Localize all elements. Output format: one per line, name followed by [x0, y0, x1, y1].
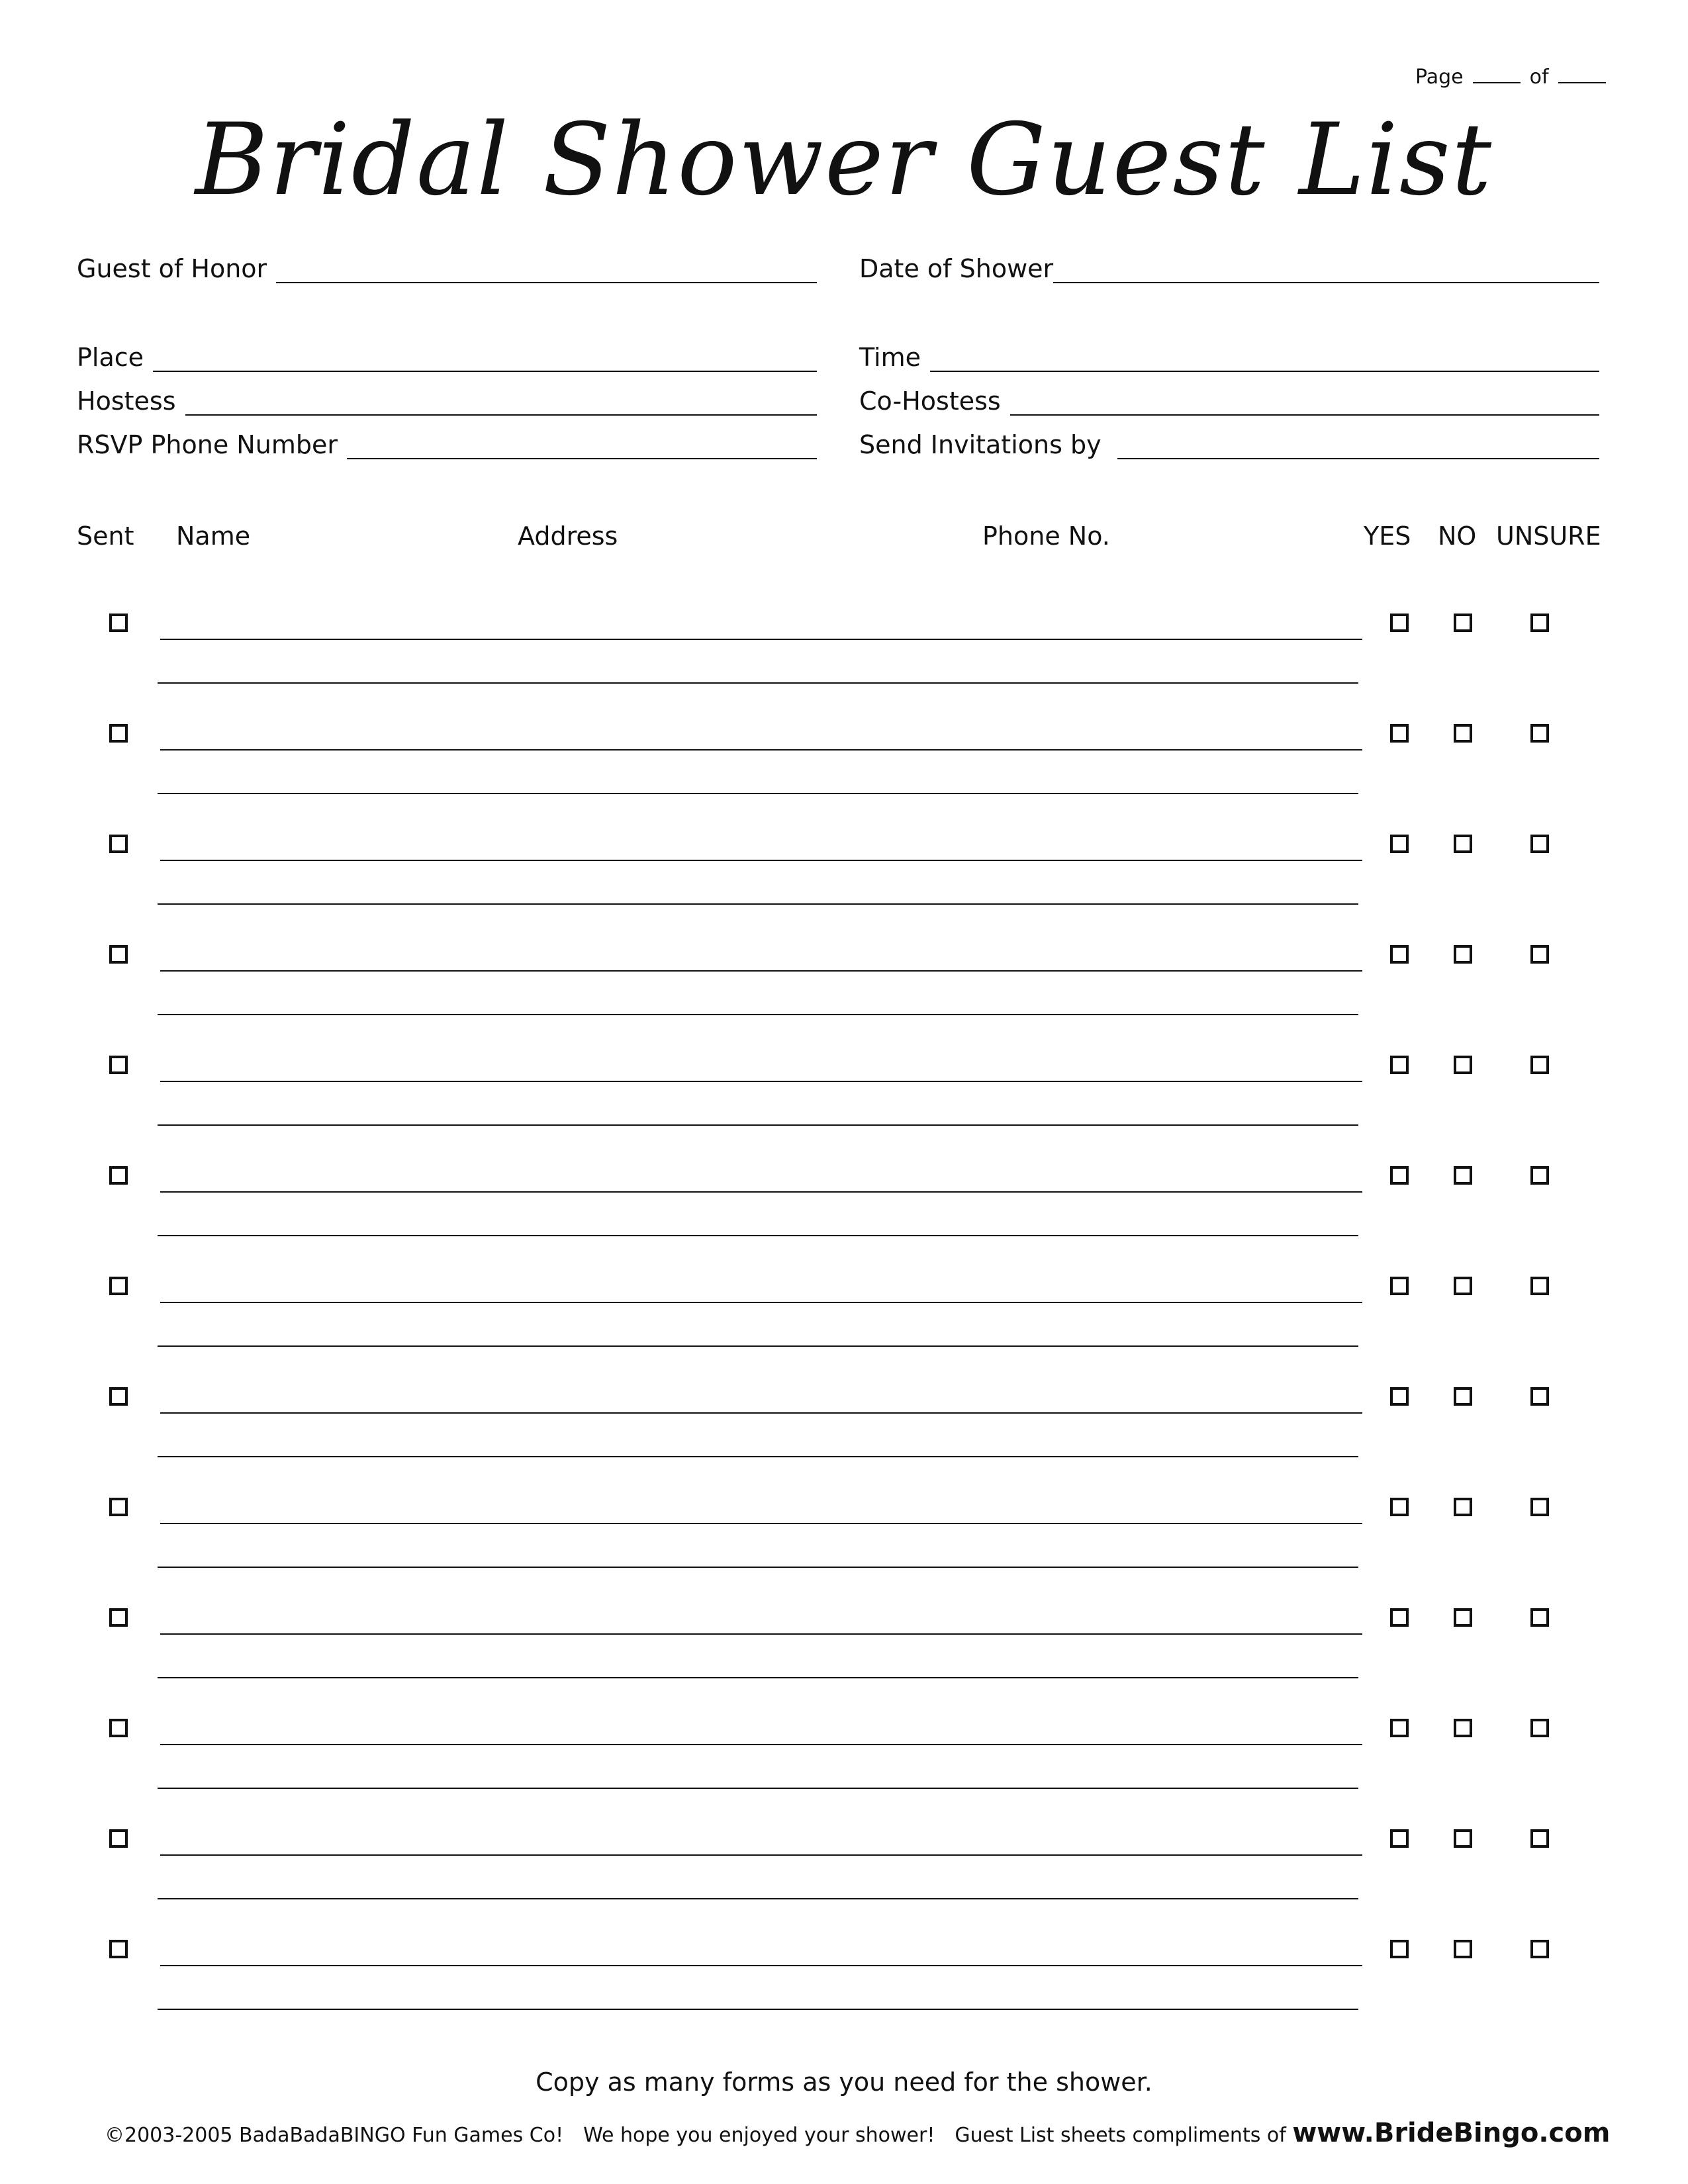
sent-checkbox[interactable] [109, 1166, 128, 1185]
sent-checkbox[interactable] [109, 945, 128, 964]
name-address-phone-line[interactable] [160, 1081, 1362, 1082]
unsure-checkbox[interactable] [1530, 724, 1549, 743]
yes-checkbox[interactable] [1390, 1829, 1409, 1848]
sent-checkbox[interactable] [109, 1277, 128, 1295]
column-address: Address [518, 522, 618, 551]
no-checkbox[interactable] [1454, 945, 1472, 964]
no-checkbox[interactable] [1454, 1056, 1472, 1074]
co-hostess-field[interactable] [859, 387, 1599, 416]
footer-compliments: Guest List sheets compliments of [955, 2124, 1286, 2147]
yes-checkbox[interactable] [1390, 835, 1409, 853]
sent-checkbox[interactable] [109, 1829, 128, 1848]
no-checkbox[interactable] [1454, 1277, 1472, 1295]
rsvp-phone-label: RSVP Phone Number [77, 430, 338, 459]
unsure-checkbox[interactable] [1530, 835, 1549, 853]
date-of-shower-label: Date of Shower [859, 254, 1054, 283]
footer-message: We hope you enjoyed your shower! [583, 2124, 935, 2147]
no-checkbox[interactable] [1454, 1166, 1472, 1185]
yes-checkbox[interactable] [1390, 1719, 1409, 1737]
unsure-checkbox[interactable] [1530, 1056, 1549, 1074]
unsure-checkbox[interactable] [1530, 1166, 1549, 1185]
no-checkbox[interactable] [1454, 1608, 1472, 1627]
co-hostess-line[interactable] [1010, 394, 1599, 416]
column-yes: YES [1364, 522, 1411, 551]
no-checkbox[interactable] [1454, 835, 1472, 853]
send-invitations-field[interactable] [859, 430, 1599, 459]
sent-checkbox[interactable] [109, 1387, 128, 1406]
yes-checkbox[interactable] [1390, 1056, 1409, 1074]
time-line[interactable] [930, 351, 1599, 372]
unsure-checkbox[interactable] [1530, 1940, 1549, 1958]
hostess-line[interactable] [185, 394, 818, 416]
rsvp-phone-line[interactable] [347, 438, 817, 459]
footer-copyright: ©2003-2005 BadaBadaBINGO Fun Games Co! [105, 2124, 564, 2147]
name-address-phone-line[interactable] [160, 970, 1362, 972]
second-line[interactable] [158, 903, 1358, 905]
name-address-phone-line[interactable] [160, 1744, 1362, 1745]
second-line[interactable] [158, 682, 1358, 684]
name-address-phone-line[interactable] [160, 1854, 1362, 1856]
second-line[interactable] [158, 2009, 1358, 2010]
second-line[interactable] [158, 1788, 1358, 1789]
unsure-checkbox[interactable] [1530, 945, 1549, 964]
page-label: Page [1415, 66, 1464, 89]
footer-website[interactable]: www.BrideBingo.com [1292, 2118, 1611, 2148]
yes-checkbox[interactable] [1390, 724, 1409, 743]
name-address-phone-line[interactable] [160, 1965, 1362, 1966]
send-invitations-label: Send Invitations by [859, 430, 1102, 459]
no-checkbox[interactable] [1454, 1387, 1472, 1406]
page-total-blank[interactable] [1558, 65, 1606, 83]
no-checkbox[interactable] [1454, 724, 1472, 743]
unsure-checkbox[interactable] [1530, 1387, 1549, 1406]
guest-of-honor-label: Guest of Honor [77, 254, 267, 283]
yes-checkbox[interactable] [1390, 1940, 1409, 1958]
yes-checkbox[interactable] [1390, 1387, 1409, 1406]
second-line[interactable] [158, 1014, 1358, 1015]
column-unsure: UNSURE [1496, 522, 1601, 551]
date-of-shower-line[interactable] [1053, 262, 1599, 283]
unsure-checkbox[interactable] [1530, 1277, 1549, 1295]
yes-checkbox[interactable] [1390, 1277, 1409, 1295]
name-address-phone-line[interactable] [160, 749, 1362, 751]
second-line[interactable] [158, 793, 1358, 794]
send-invitations-line[interactable] [1117, 438, 1599, 459]
page-number-blank[interactable] [1473, 65, 1521, 83]
guest-of-honor-line[interactable] [276, 262, 817, 283]
no-checkbox[interactable] [1454, 614, 1472, 632]
name-address-phone-line[interactable] [160, 1191, 1362, 1193]
name-address-phone-line[interactable] [160, 639, 1362, 640]
time-field[interactable] [859, 343, 1599, 372]
place-line[interactable] [153, 351, 817, 372]
sent-checkbox[interactable] [109, 1940, 128, 1958]
hostess-field[interactable] [77, 387, 817, 416]
sent-checkbox[interactable] [109, 1719, 128, 1737]
no-checkbox[interactable] [1454, 1940, 1472, 1958]
time-label: Time [859, 343, 921, 372]
of-label: of [1529, 66, 1549, 89]
guest-of-honor-field[interactable] [77, 254, 817, 283]
no-checkbox[interactable] [1454, 1829, 1472, 1848]
co-hostess-label: Co-Hostess [859, 387, 1001, 416]
yes-checkbox[interactable] [1390, 945, 1409, 964]
column-sent: Sent [77, 522, 134, 551]
unsure-checkbox[interactable] [1530, 1719, 1549, 1737]
sent-checkbox[interactable] [109, 1608, 128, 1627]
sent-checkbox[interactable] [109, 724, 128, 743]
name-address-phone-line[interactable] [160, 1302, 1362, 1303]
page-title: Bridal Shower Guest List [195, 103, 1493, 218]
sent-checkbox[interactable] [109, 1056, 128, 1074]
second-line[interactable] [158, 1124, 1358, 1126]
name-address-phone-line[interactable] [160, 860, 1362, 861]
hostess-label: Hostess [77, 387, 176, 416]
yes-checkbox[interactable] [1390, 1166, 1409, 1185]
unsure-checkbox[interactable] [1530, 1498, 1549, 1516]
second-line[interactable] [158, 1456, 1358, 1457]
second-line[interactable] [158, 1345, 1358, 1347]
copy-note: Copy as many forms as you need for the shower. [536, 2068, 1152, 2097]
footer [105, 2118, 1610, 2148]
unsure-checkbox[interactable] [1530, 1829, 1549, 1848]
sent-checkbox[interactable] [109, 1498, 128, 1516]
second-line[interactable] [158, 1898, 1358, 1899]
name-address-phone-line[interactable] [160, 1523, 1362, 1524]
second-line[interactable] [158, 1677, 1358, 1678]
no-checkbox[interactable] [1454, 1719, 1472, 1737]
date-of-shower-field[interactable] [859, 254, 1599, 283]
second-line[interactable] [158, 1567, 1358, 1568]
no-checkbox[interactable] [1454, 1498, 1472, 1516]
unsure-checkbox[interactable] [1530, 614, 1549, 632]
place-field[interactable] [77, 343, 817, 372]
sent-checkbox[interactable] [109, 835, 128, 853]
rsvp-phone-field[interactable] [77, 430, 817, 459]
unsure-checkbox[interactable] [1530, 1608, 1549, 1627]
page-counter [1415, 65, 1615, 89]
column-no: NO [1438, 522, 1477, 551]
yes-checkbox[interactable] [1390, 1498, 1409, 1516]
sent-checkbox[interactable] [109, 614, 128, 632]
second-line[interactable] [158, 1235, 1358, 1236]
column-name: Name [176, 522, 251, 551]
yes-checkbox[interactable] [1390, 614, 1409, 632]
column-phone: Phone No. [982, 522, 1110, 551]
name-address-phone-line[interactable] [160, 1412, 1362, 1414]
yes-checkbox[interactable] [1390, 1608, 1409, 1627]
name-address-phone-line[interactable] [160, 1633, 1362, 1635]
place-label: Place [77, 343, 144, 372]
